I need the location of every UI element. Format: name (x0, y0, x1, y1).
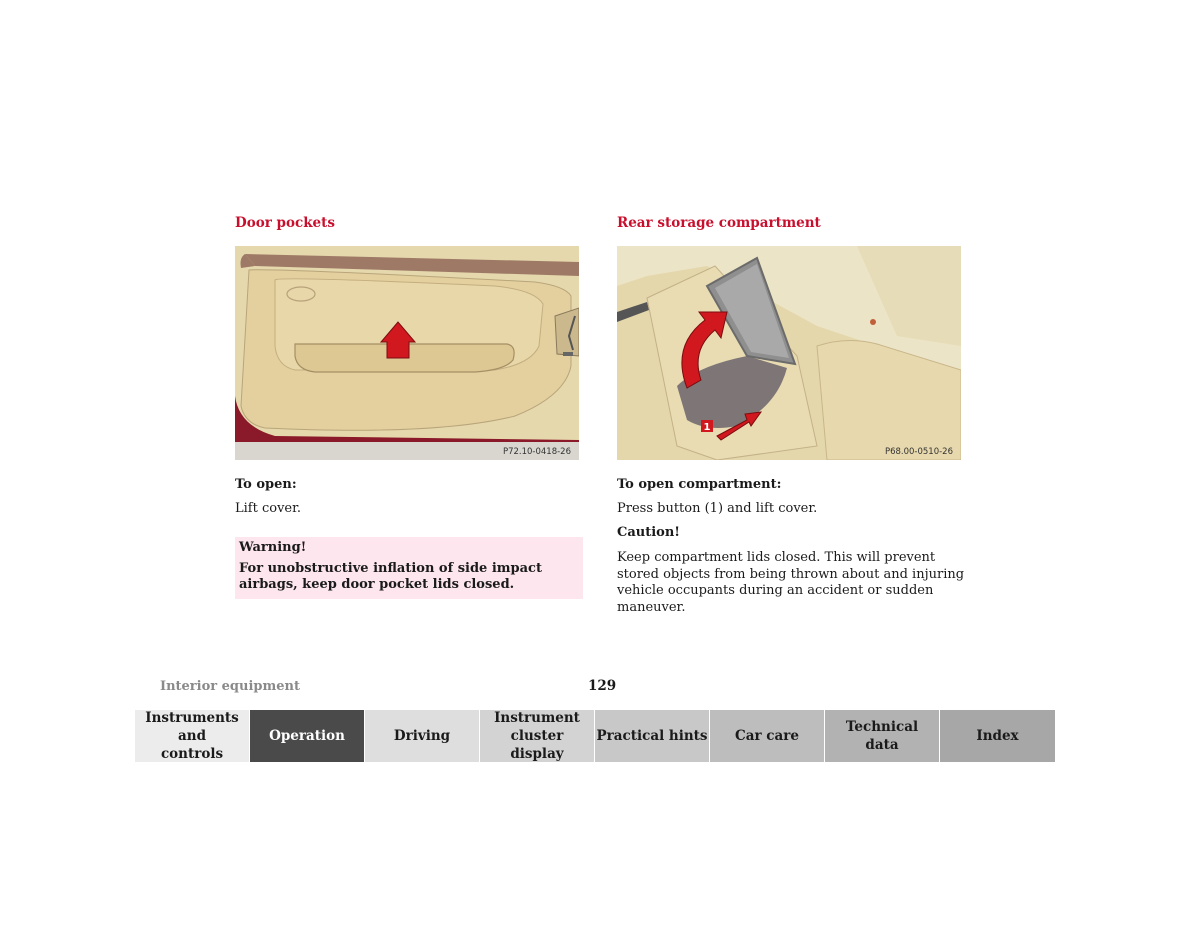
nav-tab-driving[interactable]: Driving (365, 710, 480, 762)
callout-number: 1 (703, 422, 711, 433)
caution-text: Keep compartment lids closed. This will prevent stored objects from being thrown about and injuring vehicle occupants during an accident or sudden maneuver. (617, 550, 965, 615)
figure-code: P68.00-0510-26 (884, 447, 953, 457)
warning-text: For unobstructive inflation of side impact airbags, keep door pocket lids closed. (239, 561, 542, 592)
nav-tab-instruments-and-controls[interactable]: Instruments and controls (135, 710, 250, 762)
to-open-compartment-label: To open compartment: (617, 477, 782, 492)
nav-tab-car-care[interactable]: Car care (710, 710, 825, 762)
nav-tab-index[interactable]: Index (940, 710, 1055, 762)
caution-label: Caution! (617, 525, 680, 540)
chapter-nav (135, 710, 1055, 762)
to-open-label: To open: (235, 477, 297, 492)
section-title: Interior equipment (160, 679, 300, 694)
door-pockets-heading: Door pockets (235, 215, 335, 231)
rear-storage-heading: Rear storage compartment (617, 215, 821, 231)
nav-tab-technical-data[interactable]: Technical data (825, 710, 940, 762)
storage-compartment-drawing (617, 246, 961, 460)
nav-tab-practical-hints[interactable]: Practical hints (595, 710, 710, 762)
warning-title: Warning! (239, 540, 307, 555)
lift-cover-text: Lift cover. (235, 501, 302, 516)
rear-storage-illustration (617, 246, 961, 460)
nav-tab-operation[interactable]: Operation (250, 710, 365, 762)
figure-code: P72.10-0418-26 (502, 447, 571, 457)
page-number: 129 (588, 678, 617, 694)
door-panel-drawing (235, 246, 579, 460)
press-button-text: Press button (1) and lift cover. (617, 501, 818, 516)
warning-box (235, 537, 583, 599)
nav-tab-instrument-cluster-display[interactable]: Instrument cluster display (480, 710, 595, 762)
door-pocket-illustration (235, 246, 579, 460)
